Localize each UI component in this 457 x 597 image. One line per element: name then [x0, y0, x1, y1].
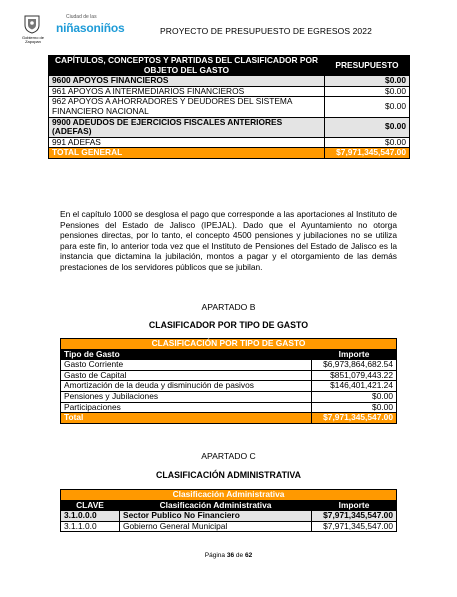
- row-label: 9900 ADEUDOS DE EJERCICIOS FISCALES ANTERIORES (ADEFAS): [49, 117, 325, 137]
- total-row: [61, 413, 397, 424]
- page-number: 36: [226, 552, 235, 559]
- table-header-row: [61, 500, 397, 511]
- campaign-logo: [56, 14, 151, 44]
- table-row: [61, 521, 397, 532]
- page-footer: [0, 552, 457, 559]
- row-amount: $0.00: [325, 97, 410, 117]
- row-clave: 3.1.1.0.0: [61, 521, 120, 532]
- table-row: [61, 370, 397, 381]
- row-clave: 3.1.0.0.0: [61, 511, 120, 522]
- row-amount: $6,973,864,682.54: [312, 360, 397, 371]
- row-label: 961 APOYOS A INTERMEDIARIOS FINANCIEROS: [49, 86, 325, 97]
- zapopan-logo: [20, 12, 44, 46]
- row-label: Gasto Corriente: [61, 360, 312, 371]
- table-row: [61, 360, 397, 371]
- header-importe: Importe: [312, 349, 397, 360]
- row-label: Participaciones: [61, 402, 312, 413]
- row-amount: $851,079,443.22: [312, 370, 397, 381]
- header-importe: Importe: [312, 500, 397, 511]
- row-label: Sector Publico No Financiero: [120, 511, 312, 522]
- table-header-row: [49, 56, 410, 76]
- clasificacion-administrativa-table: [60, 489, 397, 532]
- table-row: [49, 97, 410, 117]
- table-caption: CLASIFICACIÓN POR TIPO DE GASTO: [61, 339, 397, 350]
- table-row: [49, 137, 410, 148]
- row-amount: $146,401,421.24: [312, 381, 397, 392]
- apartado-b-heading: APARTADO B: [201, 302, 256, 312]
- table-row: [49, 117, 410, 137]
- logo-caption: Gobierno de Zapopan: [21, 35, 44, 44]
- table-caption-row: [61, 339, 397, 350]
- row-amount: $0.00: [325, 117, 410, 137]
- header-clave: CLAVE: [61, 500, 120, 511]
- clasificacion-administrativa-title: CLASIFICACIÓN ADMINISTRATIVA: [156, 470, 301, 480]
- table-caption-row: [61, 490, 397, 501]
- row-amount: $7,971,345,547.00: [312, 521, 397, 532]
- row-amount: $7,971,345,547.00: [312, 511, 397, 522]
- row-label: Gasto de Capital: [61, 370, 312, 381]
- row-amount: $0.00: [325, 137, 410, 148]
- header-clasificacion: Clasificación Administrativa: [120, 500, 312, 511]
- row-label: Pensiones y Jubilaciones: [61, 391, 312, 402]
- page-total: 62: [244, 552, 253, 559]
- table-row: [61, 391, 397, 402]
- header-tipo: Tipo de Gasto: [61, 349, 312, 360]
- page-of: de: [235, 552, 244, 559]
- total-row: [49, 148, 410, 159]
- row-amount: $0.00: [312, 391, 397, 402]
- total-label: TOTAL GENERAL: [49, 148, 325, 159]
- logo-word: niñasoniños: [56, 21, 125, 35]
- page-prefix: Página: [204, 552, 226, 559]
- body-paragraph: En el capítulo 1000 se desglosa el pago que corresponde a las aportaciones al Instituto de Pensiones del Estado de Jalisco (IPEJAL). Dado que el Ayuntamiento no otorga pensiones directas, por lo tanto, el concepto 4500 pensiones y jubilaciones no se utiliza para este fin, lo anterior toda vez que el Instituto de Pensiones del Estado de Jalisco es la instancia que dictamina la jubilación, montos a pagar y el otorgamiento de las demás prestaciones de los servidores públicos que se jubilan.: [60, 209, 397, 272]
- tipo-gasto-table: [60, 338, 397, 424]
- row-amount: $0.00: [312, 402, 397, 413]
- row-label: 962 APOYOS A AHORRADORES Y DEUDORES DEL SISTEMA FINANCIERO NACIONAL: [49, 97, 325, 117]
- row-label: Amortización de la deuda y disminución de pasivos: [61, 381, 312, 392]
- row-amount: $0.00: [325, 86, 410, 97]
- logo-small-text: Ciudad de las: [66, 14, 97, 20]
- row-amount: $0.00: [325, 76, 410, 87]
- logo-big-text: [56, 21, 124, 35]
- header-concepts: CAPÍTULOS, CONCEPTOS Y PARTIDAS DEL CLASIFICADOR POR OBJETO DEL GASTO: [49, 56, 325, 76]
- coat-of-arms-icon: [23, 14, 41, 34]
- apartado-c-heading: APARTADO C: [201, 451, 256, 461]
- table-row: [61, 381, 397, 392]
- table-row: [61, 402, 397, 413]
- row-label: 991 ADEFAS: [49, 137, 325, 148]
- page-header: [20, 12, 440, 46]
- table-header-row: [61, 349, 397, 360]
- table-row: [49, 86, 410, 97]
- total-amount: $7,971,345,547.00: [312, 413, 397, 424]
- table-row: [49, 76, 410, 87]
- objeto-gasto-table: [48, 55, 410, 159]
- total-label: Total: [61, 413, 312, 424]
- row-label: Gobierno General Municipal: [120, 521, 312, 532]
- table-caption: Clasificación Administrativa: [61, 490, 397, 501]
- row-label: 9600 APOYOS FINANCIEROS: [49, 76, 325, 87]
- table-row: [61, 511, 397, 522]
- total-amount: $7,971,345,547.00: [325, 148, 410, 159]
- header-budget: PRESUPUESTO: [325, 56, 410, 76]
- tipo-gasto-title: CLASIFICADOR POR TIPO DE GASTO: [148, 320, 309, 330]
- page-title: PROYECTO DE PRESUPUESTO DE EGRESOS 2022: [160, 26, 372, 36]
